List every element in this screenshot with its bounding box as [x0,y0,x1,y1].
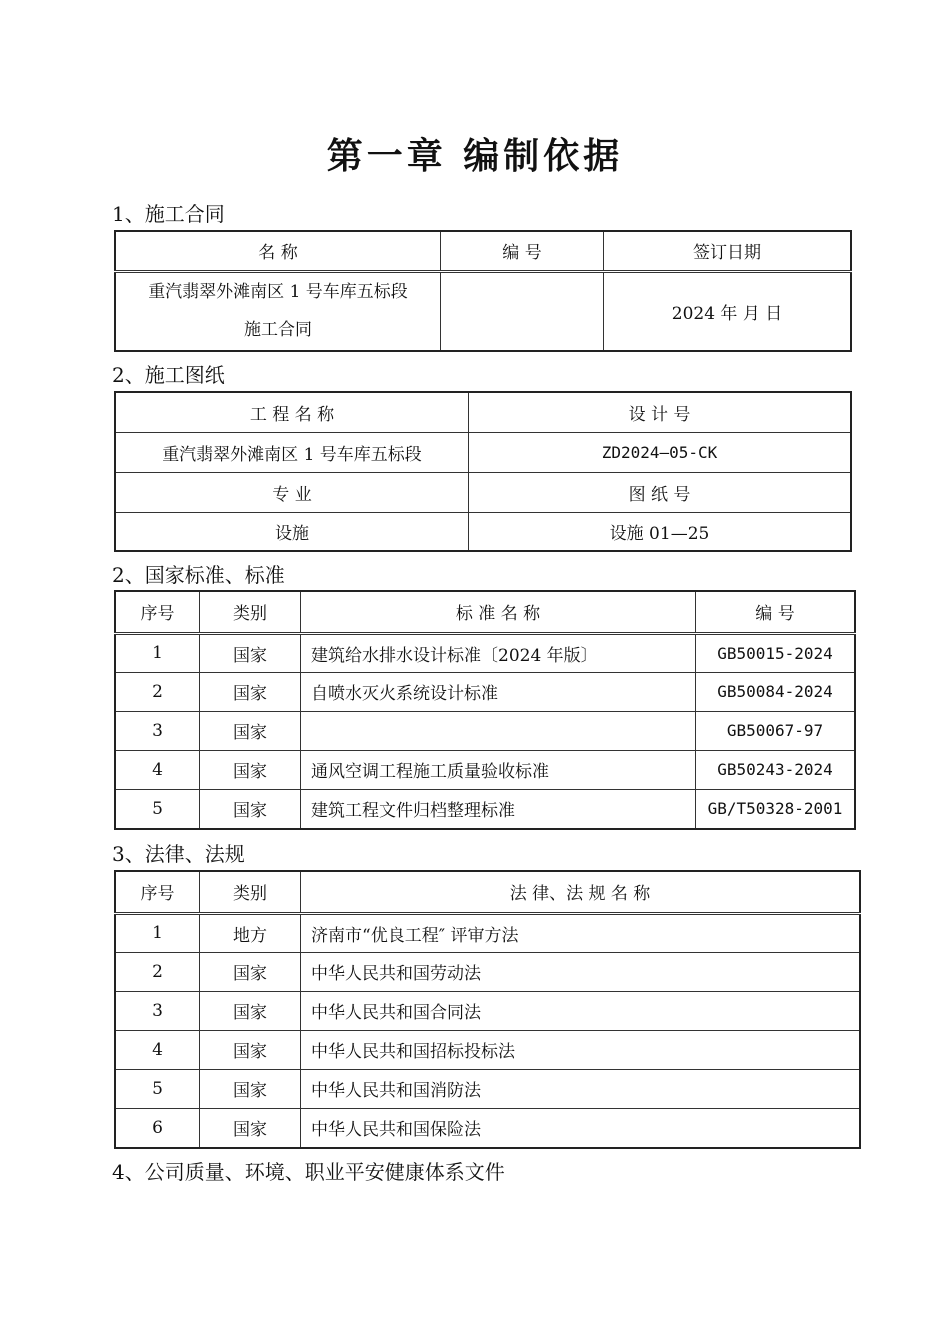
table-cell: 国家 [200,750,301,789]
table-row [115,472,851,512]
header-cell: 名 称 [115,231,441,271]
table-cell: 2 [115,952,200,991]
table-cell: 2 [115,672,200,711]
header-cell: 法 律、法 规 名 称 [301,871,861,913]
header-cell: 类别 [200,591,301,633]
table-cell: 3 [115,991,200,1030]
section-heading-contract: 1、施工合同 [112,202,225,226]
table-row [115,271,851,351]
contract-name-line1: 重汽翡翠外滩南区 1 号车库五标段 [148,282,408,303]
table-cell: 国家 [200,633,301,672]
table-cell: 4 [115,750,200,789]
table-cell: GB50015-2024 [696,633,856,672]
table-row [115,512,851,551]
table-cell: 设施 [115,512,469,551]
table-row [115,913,860,952]
table-cell: 中华人民共和国招标投标法 [301,1030,861,1069]
table-cell: 国家 [200,711,301,750]
drawings-table [114,391,852,552]
contract-name-line2: 施工合同 [244,320,312,341]
table-cell: 国家 [200,1030,301,1069]
table-cell: GB/T50328-2001 [696,789,856,829]
table-cell: 国家 [200,952,301,991]
table-row [115,1069,860,1108]
table-cell: 地方 [200,913,301,952]
page-title: 第一章 编制依据 [326,136,624,177]
section-heading-system-docs: 4、公司质量、环境、职业平安健康体系文件 [112,1160,505,1184]
header-cell: 序号 [115,591,200,633]
table-cell: 3 [115,711,200,750]
table-cell: 1 [115,633,200,672]
table-cell: 国家 [200,1069,301,1108]
table-cell: 重汽翡翠外滩南区 1 号车库五标段 [115,432,469,472]
table-cell: 国家 [200,1108,301,1148]
table-cell: 4 [115,1030,200,1069]
table-row [115,711,855,750]
section-heading-drawings: 2、施工图纸 [112,363,225,387]
table-cell: ZD2024—05-CK [469,432,852,472]
table-header-row [115,591,855,633]
table-cell [301,711,696,750]
table-cell: GB50084-2024 [696,672,856,711]
contract-number-cell [441,271,604,351]
table-row [115,1108,860,1148]
table-cell: 设 计 号 [469,392,852,432]
section-heading-laws: 3、法律、法规 [112,842,245,866]
table-row [115,750,855,789]
table-header-row [115,231,851,271]
table-cell: 5 [115,789,200,829]
table-cell: 中华人民共和国保险法 [301,1108,861,1148]
table-cell: 设施 01—25 [469,512,852,551]
table-cell: 中华人民共和国劳动法 [301,952,861,991]
table-cell: 中华人民共和国消防法 [301,1069,861,1108]
header-cell: 编 号 [696,591,856,633]
table-cell: GB50067-97 [696,711,856,750]
table-row [115,633,855,672]
table-cell: 5 [115,1069,200,1108]
section-heading-standards: 2、国家标准、标准 [112,563,285,587]
header-cell: 签订日期 [604,231,852,271]
header-cell: 标 准 名 称 [301,591,696,633]
table-cell: 济南市“优良工程″ 评审方法 [301,913,861,952]
table-row [115,672,855,711]
table-cell: 图 纸 号 [469,472,852,512]
table-cell: 6 [115,1108,200,1148]
table-cell: 国家 [200,789,301,829]
contract-name-cell [115,271,441,351]
header-cell: 序号 [115,871,200,913]
table-cell: 自喷水灭火系统设计标准 [301,672,696,711]
table-row [115,392,851,432]
table-cell: 1 [115,913,200,952]
table-cell: GB50243-2024 [696,750,856,789]
table-cell: 专 业 [115,472,469,512]
table-row [115,952,860,991]
table-cell: 通风空调工程施工质量验收标准 [301,750,696,789]
table-cell: 中华人民共和国合同法 [301,991,861,1030]
contract-table [114,230,852,352]
table-cell: 工 程 名 称 [115,392,469,432]
table-row [115,1030,860,1069]
table-cell: 国家 [200,991,301,1030]
table-header-row [115,871,860,913]
table-row [115,991,860,1030]
table-cell: 国家 [200,672,301,711]
table-cell: 建筑给水排水设计标准〔2024 年版〕 [301,633,696,672]
table-row [115,789,855,829]
contract-date-cell: 2024 年 月 日 [604,271,852,351]
table-cell: 建筑工程文件归档整理标准 [301,789,696,829]
header-cell: 编 号 [441,231,604,271]
table-row [115,432,851,472]
laws-table [114,870,861,1149]
standards-table [114,590,856,830]
header-cell: 类别 [200,871,301,913]
